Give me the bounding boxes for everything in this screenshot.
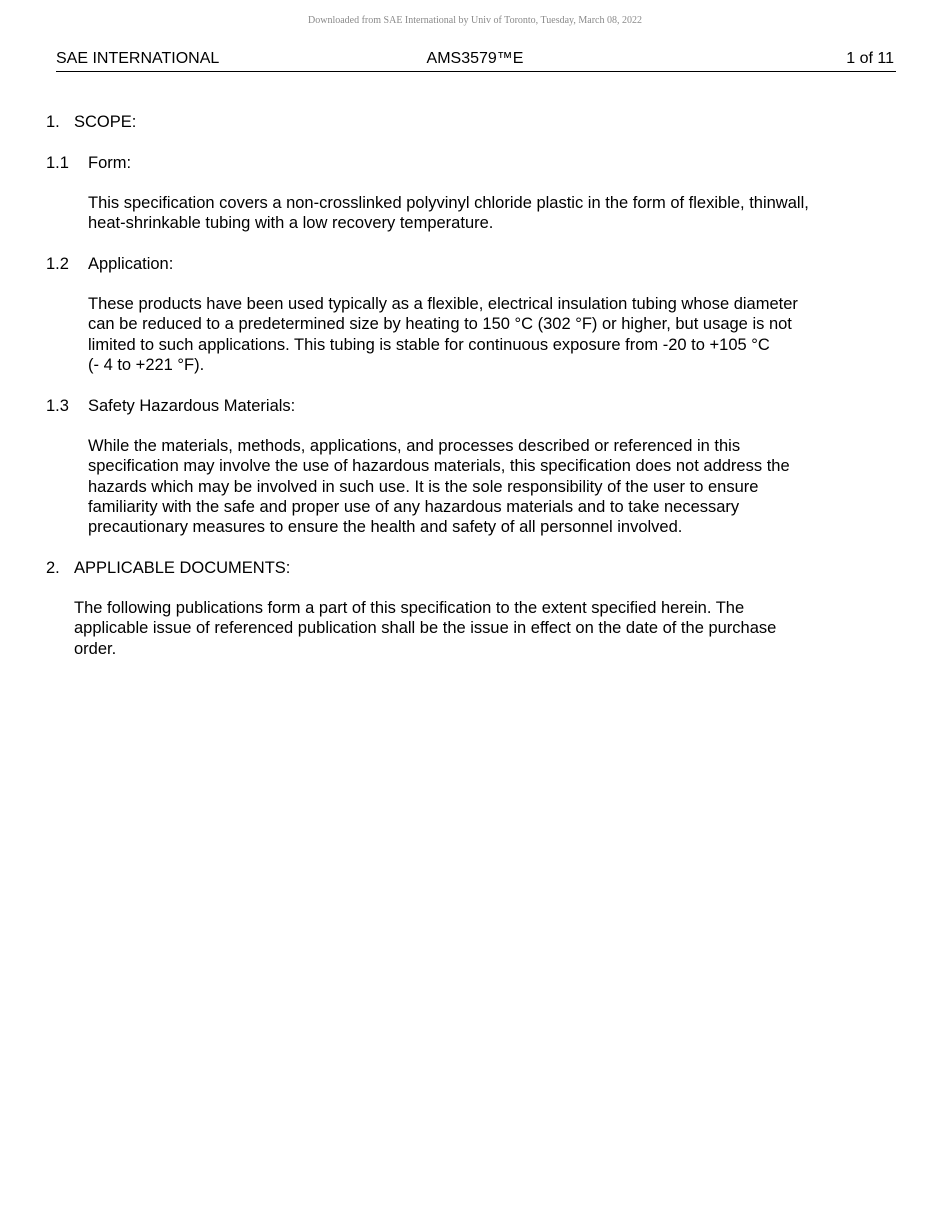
section-title: Form: <box>88 154 132 172</box>
section-1-1-paragraph <box>88 193 809 234</box>
paragraph-line: heat-shrinkable tubing with a low recovery temperature. <box>88 214 494 233</box>
section-number: 1.1 <box>46 154 69 172</box>
paragraph-line: This specification covers a non-crosslinked polyvinyl chloride plastic in the form of flexible, thinwall, <box>88 194 809 212</box>
section-title: APPLICABLE DOCUMENTS: <box>74 559 291 577</box>
download-notice: Downloaded from SAE International by Univ of Toronto, Tuesday, March 08, 2022 <box>308 15 642 26</box>
section-2-paragraph <box>74 598 776 659</box>
paragraph-line: These products have been used typically as a flexible, electrical insulation tubing whose diameter <box>88 295 798 313</box>
section-1-3-paragraph <box>88 436 790 537</box>
paragraph-line: (- 4 to +221 °F). <box>88 355 205 374</box>
paragraph-line: limited to such applications. This tubing is stable for continuous exposure from -20 to +105 °C <box>88 335 770 354</box>
section-title: SCOPE: <box>74 113 137 131</box>
section-number: 1.3 <box>46 397 69 415</box>
publisher-name: SAE INTERNATIONAL <box>56 50 220 67</box>
paragraph-line: familiarity with the safe and proper use of any hazardous materials and to take necessary <box>88 497 740 516</box>
section-title: Safety Hazardous Materials: <box>88 397 296 415</box>
paragraph-line: specification may involve the use of hazardous materials, this specification does not address the <box>88 457 790 476</box>
section-number: 2. <box>46 559 60 577</box>
section-number: 1. <box>46 113 60 131</box>
page-indicator: 1 of 11 <box>846 50 894 67</box>
paragraph-line: While the materials, methods, applications, and processes described or referenced in this <box>88 437 741 455</box>
paragraph-line: precautionary measures to ensure the health and safety of all personnel involved. <box>88 518 683 537</box>
paragraph-line: can be reduced to a predetermined size by heating to 150 °C (302 °F) or higher, but usage is not <box>88 315 792 334</box>
section-number: 1.2 <box>46 255 69 273</box>
paragraph-line: The following publications form a part of this specification to the extent specified herein. The <box>74 599 745 617</box>
paragraph-line: hazards which may be involved in such use. It is the sole responsibility of the user to ensure <box>88 477 759 496</box>
section-title: Application: <box>88 255 174 273</box>
section-1-2-paragraph <box>88 294 798 375</box>
paragraph-line: applicable issue of referenced publication shall be the issue in effect on the date of the purchase <box>74 619 777 638</box>
document-number: AMS3579™E <box>426 50 524 67</box>
paragraph-line: order. <box>74 639 117 658</box>
page-header <box>56 49 896 72</box>
